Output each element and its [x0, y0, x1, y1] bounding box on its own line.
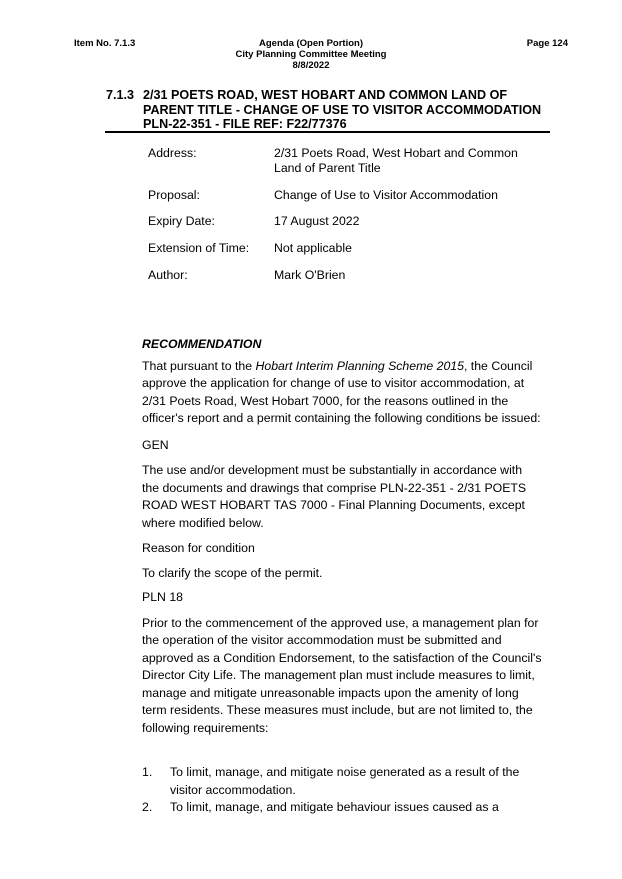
condition-code-pln: PLN 18: [142, 590, 184, 604]
condition-text-pln: Prior to the commencement of the approved use, a management plan for the operation of the visitor accommodation must be submitted and approved as a Condition Endorsement, to the satisfaction of the Council's Director City Life. The management plan must include measures to limit, manage and mitigate unreasonable impacts upon the amenity of long term residents. These measures must include, but are not limited to, the following requirements:: [142, 615, 542, 735]
detail-value: 17 August 2022: [274, 214, 360, 228]
requirements-list: [142, 764, 542, 817]
intro-text-start: That pursuant to the: [142, 358, 256, 373]
item-title: [106, 88, 556, 132]
condition-code-gen: GEN: [142, 437, 169, 452]
detail-label: Proposal:: [148, 188, 200, 202]
planning-scheme-name: Hobart Interim Planning Scheme 2015: [255, 358, 464, 373]
list-item: [142, 764, 542, 799]
list-item-number: 2.: [142, 800, 153, 814]
detail-value: Not applicable: [274, 241, 352, 255]
list-item-text: To limit, manage, and mitigate behaviour issues caused as a: [170, 800, 499, 814]
list-item-text: To limit, manage, and mitigate noise generated as a result of the visitor accommodation.: [170, 765, 520, 797]
header-agenda: Agenda (Open Portion): [259, 38, 363, 49]
detail-value: 2/31 Poets Road, West Hobart and Common Land of Parent Title: [274, 146, 518, 175]
recommendation-section: [142, 336, 542, 737]
title-divider: [105, 131, 550, 133]
item-title-text: 2/31 POETS ROAD, WEST HOBART AND COMMON LAND OF PARENT TITLE - CHANGE OF USE TO VISITOR ACCOMMODATION PLN-22-351 - FILE REF: F22/77376: [143, 88, 542, 131]
detail-label: Expiry Date:: [148, 214, 215, 228]
detail-label: Extension of Time:: [148, 241, 250, 255]
recommendation-heading: RECOMMENDATION: [142, 337, 262, 351]
list-item: [142, 799, 542, 817]
recommendation-intro: [142, 358, 542, 428]
header-committee: City Planning Committee Meeting: [235, 49, 387, 60]
item-title-number: 7.1.3: [106, 88, 135, 102]
list-item-number: 1.: [142, 765, 153, 779]
header-page-number: Page 124: [526, 38, 568, 49]
detail-value: Change of Use to Visitor Accommodation: [274, 188, 498, 202]
header-item-number: Item No. 7.1.3: [74, 38, 136, 49]
detail-value: Mark O'Brien: [274, 268, 346, 282]
header-date: 8/8/2022: [292, 60, 330, 71]
detail-label: Author:: [148, 268, 188, 282]
detail-label: Address:: [148, 146, 197, 160]
reason-label: Reason for condition: [142, 541, 255, 555]
intro-text-end: , the Council approve the application for change of use to visitor accommodation, at 2/31 Poets Road, West Hobart 7000, for the reasons outlined in the officer's report and a permit containing the following conditions be issued:: [142, 358, 541, 425]
reason-text: To clarify the scope of the permit.: [142, 565, 323, 580]
condition-text-gen: The use and/or development must be substantially in accordance with the documents and drawings that comprise PLN-22-351 - 2/31 POETS ROAD WEST HOBART TAS 7000 - Final Planning Documents, except where modified below.: [142, 463, 527, 530]
